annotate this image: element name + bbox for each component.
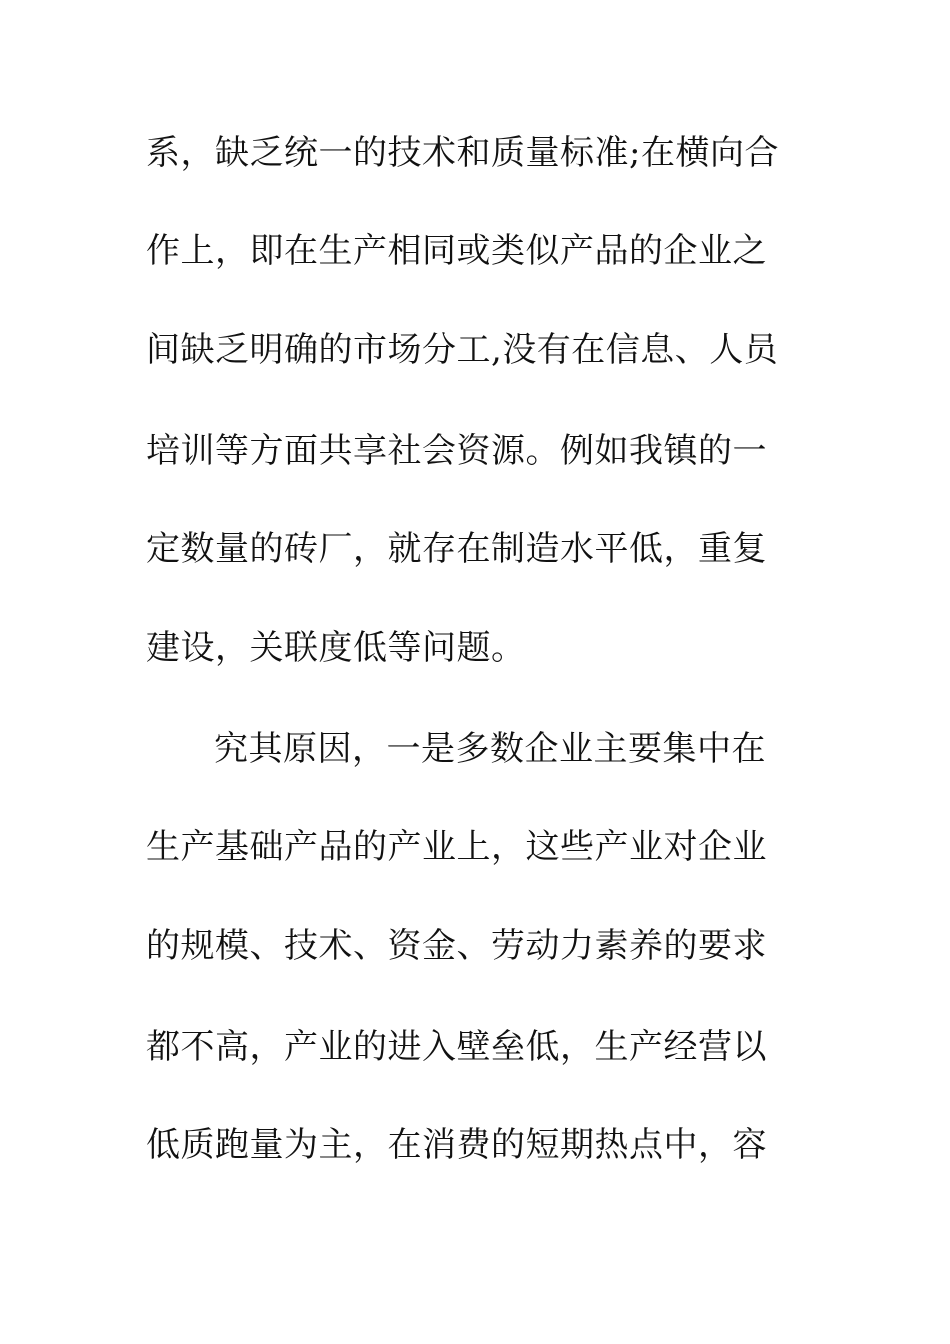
paragraph-line: 系，缺乏统一的技术和质量标准;在横向合 [146, 133, 779, 173]
paragraph-line: 生产基础产品的产业上，这些产业对企业 [146, 827, 767, 867]
paragraph-line: 培训等方面共享社会资源。例如我镇的一 [146, 431, 767, 471]
paragraph-line: 建设，关联度低等问题。 [146, 628, 526, 668]
paragraph-line: 低质跑量为主，在消费的短期热点中，容 [146, 1125, 767, 1165]
paragraph-line: 间缺乏明确的市场分工,没有在信息、人员 [146, 330, 779, 370]
paragraph-line: 作上，即在生产相同或类似产品的企业之 [146, 231, 767, 271]
paragraph-line: 定数量的砖厂，就存在制造水平低，重复 [146, 529, 767, 569]
paragraph-line: 都不高，产业的进入壁垒低，生产经营以 [146, 1027, 767, 1067]
paragraph-line: 的规模、技术、资金、劳动力素养的要求 [146, 926, 767, 966]
paragraph-line: 究其原因，一是多数企业主要集中在 [214, 729, 766, 769]
